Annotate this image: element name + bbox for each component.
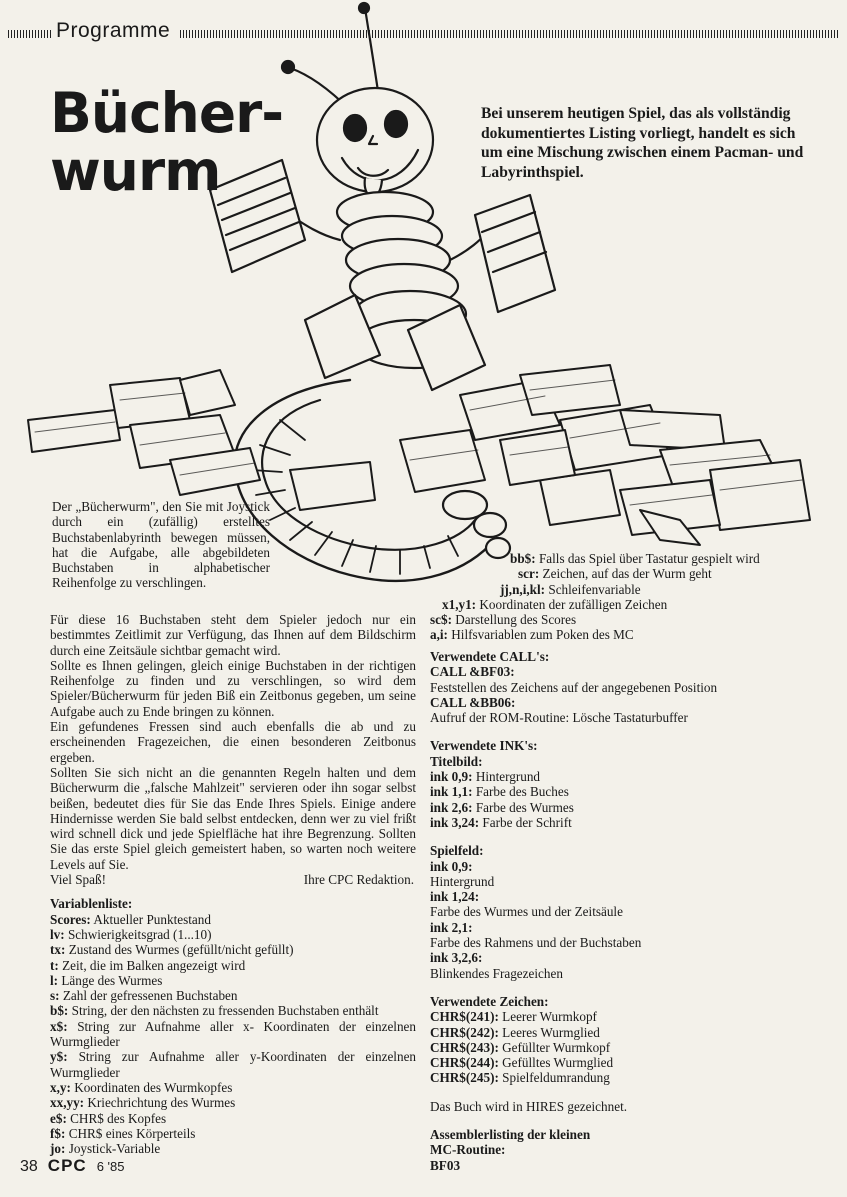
call-key: CALL &BF03: xyxy=(430,664,515,680)
call-value: Feststellen des Zeichens auf der angegebenen Position xyxy=(430,679,718,695)
hires-note: Das Buch wird in HIRES gezeichnet. xyxy=(430,1098,628,1114)
title-line-1: Bücher- xyxy=(50,81,284,145)
paragraph: Sollten Sie sich nicht an die genannten Regeln halten und dem Bücherwurm die „falsche Mahlzeit" servieren oder ihn sogar selbst beißen, bedeutet dies für Sie das Ende Ihres Spiels. Einige andere Hindernisse werden Sie bald selbst entdecken, denn wer zu viel frißt wird schnell dick und jede Spielfläche hat ihre Begrenzung. Sollten Sie das erste Spiel gleich gemeistert haben, so warten noch weitere Levels auf Sie. xyxy=(50,764,416,872)
ink-key: ink 3,2,6: xyxy=(430,950,483,966)
ink-value: Hintergrund xyxy=(430,873,495,889)
variable-item: xx,yy: Kriechrichtung des Wurmes xyxy=(50,1095,236,1111)
title-line-2: wurm xyxy=(50,139,221,203)
char-item: CHR$(245): Spielfeldumrandung xyxy=(430,1070,610,1086)
variable-item: b$: String, der den nächsten zu fressenden Buchstaben enthält xyxy=(50,1003,379,1019)
variable-item: x$: String zur Aufnahme aller x- Koordinaten der einzelnen Wurmglieder xyxy=(50,1018,417,1050)
article-lead: Bei unserem heutigen Spiel, das als vollständig dokumentiertes Listing vorliegt, handelt es sich um eine Mischung zwischen einem Pacman- und Labyrinthspiel. xyxy=(481,105,804,181)
variable-item: scr: Zeichen, auf das der Wurm geht xyxy=(518,566,712,582)
section-label: Programme xyxy=(52,19,174,43)
variable-item: s: Zahl der gefressenen Buchstaben xyxy=(50,988,238,1004)
ink-item: ink 1,1: Farbe des Buches xyxy=(430,784,569,800)
signoff-right: Ihre CPC Redaktion. xyxy=(303,872,414,888)
signoff xyxy=(50,872,416,887)
variable-item: e$: CHR$ des Kopfes xyxy=(50,1110,167,1126)
page-number: 38 xyxy=(20,1158,38,1175)
ink-value: Blinkendes Fragezeichen xyxy=(430,965,563,981)
paragraph: Sollte es Ihnen gelingen, gleich einige Buchstaben in der richtigen Reihenfolge zu finden und zu verschlingen, so wird dem Spieler/Bücherwurm für jeden Biß ein Zeitbonus gegeben, um seine Aufgabe auch zu Ende bringen zu können. xyxy=(50,657,416,719)
call-key: CALL &BB06: xyxy=(430,694,516,710)
issue-number: 6 '85 xyxy=(96,1159,125,1174)
char-item: CHR$(242): Leeres Wurmglied xyxy=(430,1024,600,1040)
char-item: CHR$(241): Leerer Wurmkopf xyxy=(430,1009,597,1025)
variable-item: Scores: Aktueller Punktestand xyxy=(50,911,211,927)
variable-item: x,y: Koordinaten des Wurmkopfes xyxy=(50,1079,233,1095)
left-column xyxy=(50,612,416,1156)
ink-value: Farbe des Rahmens und der Buchstaben xyxy=(430,935,642,951)
ink-subheading: Spielfeld: xyxy=(430,843,484,859)
page-footer xyxy=(20,1156,125,1176)
ink-key: ink 1,24: xyxy=(430,889,480,905)
variable-item: y$: String zur Aufnahme aller y-Koordinaten der einzelnen Wurmglieder xyxy=(50,1049,417,1080)
paragraph: Ein gefundenes Fressen sind auch ebenfalls die ab und zu erscheinenden Fragezeichen, die einen besonderen Zeitbonus ergeben. xyxy=(50,719,416,765)
magazine-logo: CPC xyxy=(47,1156,87,1175)
variables-heading: Variablenliste: xyxy=(50,896,133,912)
variable-item: tx: Zustand des Wurmes (gefüllt/nicht gefüllt) xyxy=(50,942,294,958)
ink-value: Farbe des Wurmes und der Zeitsäule xyxy=(430,904,623,920)
ink-item: ink 2,6: Farbe des Wurmes xyxy=(430,799,574,815)
variable-item: sc$: Darstellung des Scores xyxy=(430,612,577,628)
variable-item: x1,y1: Koordinaten der zufälligen Zeichen xyxy=(442,596,668,612)
variable-item: l: Länge des Wurmes xyxy=(50,972,163,988)
asm-heading-3: BF03 xyxy=(430,1157,461,1173)
variable-item: jo: Joystick-Variable xyxy=(50,1141,161,1157)
variable-item: lv: Schwierigkeitsgrad (1...10) xyxy=(50,926,212,942)
char-item: CHR$(244): Gefülltes Wurmglied xyxy=(430,1055,614,1071)
variable-item: jj,n,i,kl: Schleifenvariable xyxy=(500,581,641,597)
ink-item: ink 0,9: Hintergrund xyxy=(430,769,541,785)
variable-item: f$: CHR$ eines Körperteils xyxy=(50,1125,196,1141)
char-item: CHR$(243): Gefüllter Wurmkopf xyxy=(430,1039,611,1055)
article-title xyxy=(50,81,284,203)
signoff-left: Viel Spaß! xyxy=(50,872,106,888)
intro-paragraph: Der „Bücherwurm", den Sie mit Joystick durch ein (zufällig) erstelltes Buchstabenlabyrinth bewegen müssen, hat die Aufgabe, alle abgebildeten Buchstaben in alphabetischer Reihenfolge zu verschlingen. xyxy=(52,499,270,591)
variable-item: t: Zeit, die im Balken angezeigt wird xyxy=(50,957,246,973)
inks-heading: Verwendete INK's: xyxy=(430,738,538,754)
variable-list-continued xyxy=(430,551,800,643)
ink-item: ink 3,24: Farbe der Schrift xyxy=(430,814,572,830)
chars-heading: Verwendete Zeichen: xyxy=(430,993,549,1009)
asm-heading-2: MC-Routine: xyxy=(430,1142,506,1158)
ink-subheading: Titelbild: xyxy=(430,753,483,769)
calls-heading: Verwendete CALL's: xyxy=(430,649,550,664)
paragraph: Für diese 16 Buchstaben steht dem Spieler jedoch nur ein bestimmtes Zeitlimit zur Verfügung, das Ihnen auf dem Bildschirm durch eine Zeitsäule sichtbar gemacht wird. xyxy=(50,612,416,658)
right-column xyxy=(430,636,802,1173)
variable-list xyxy=(50,912,416,1157)
call-value: Aufruf der ROM-Routine: Lösche Tastaturbuffer xyxy=(430,710,688,726)
ink-key: ink 0,9: xyxy=(430,858,473,874)
asm-heading-1: Assemblerlisting der kleinen xyxy=(430,1127,591,1143)
variable-item: a,i: Hilfsvariablen zum Poken des MC xyxy=(430,627,634,643)
variable-item: bb$: Falls das Spiel über Tastatur gespielt wird xyxy=(510,551,760,566)
ink-key: ink 2,1: xyxy=(430,919,473,935)
